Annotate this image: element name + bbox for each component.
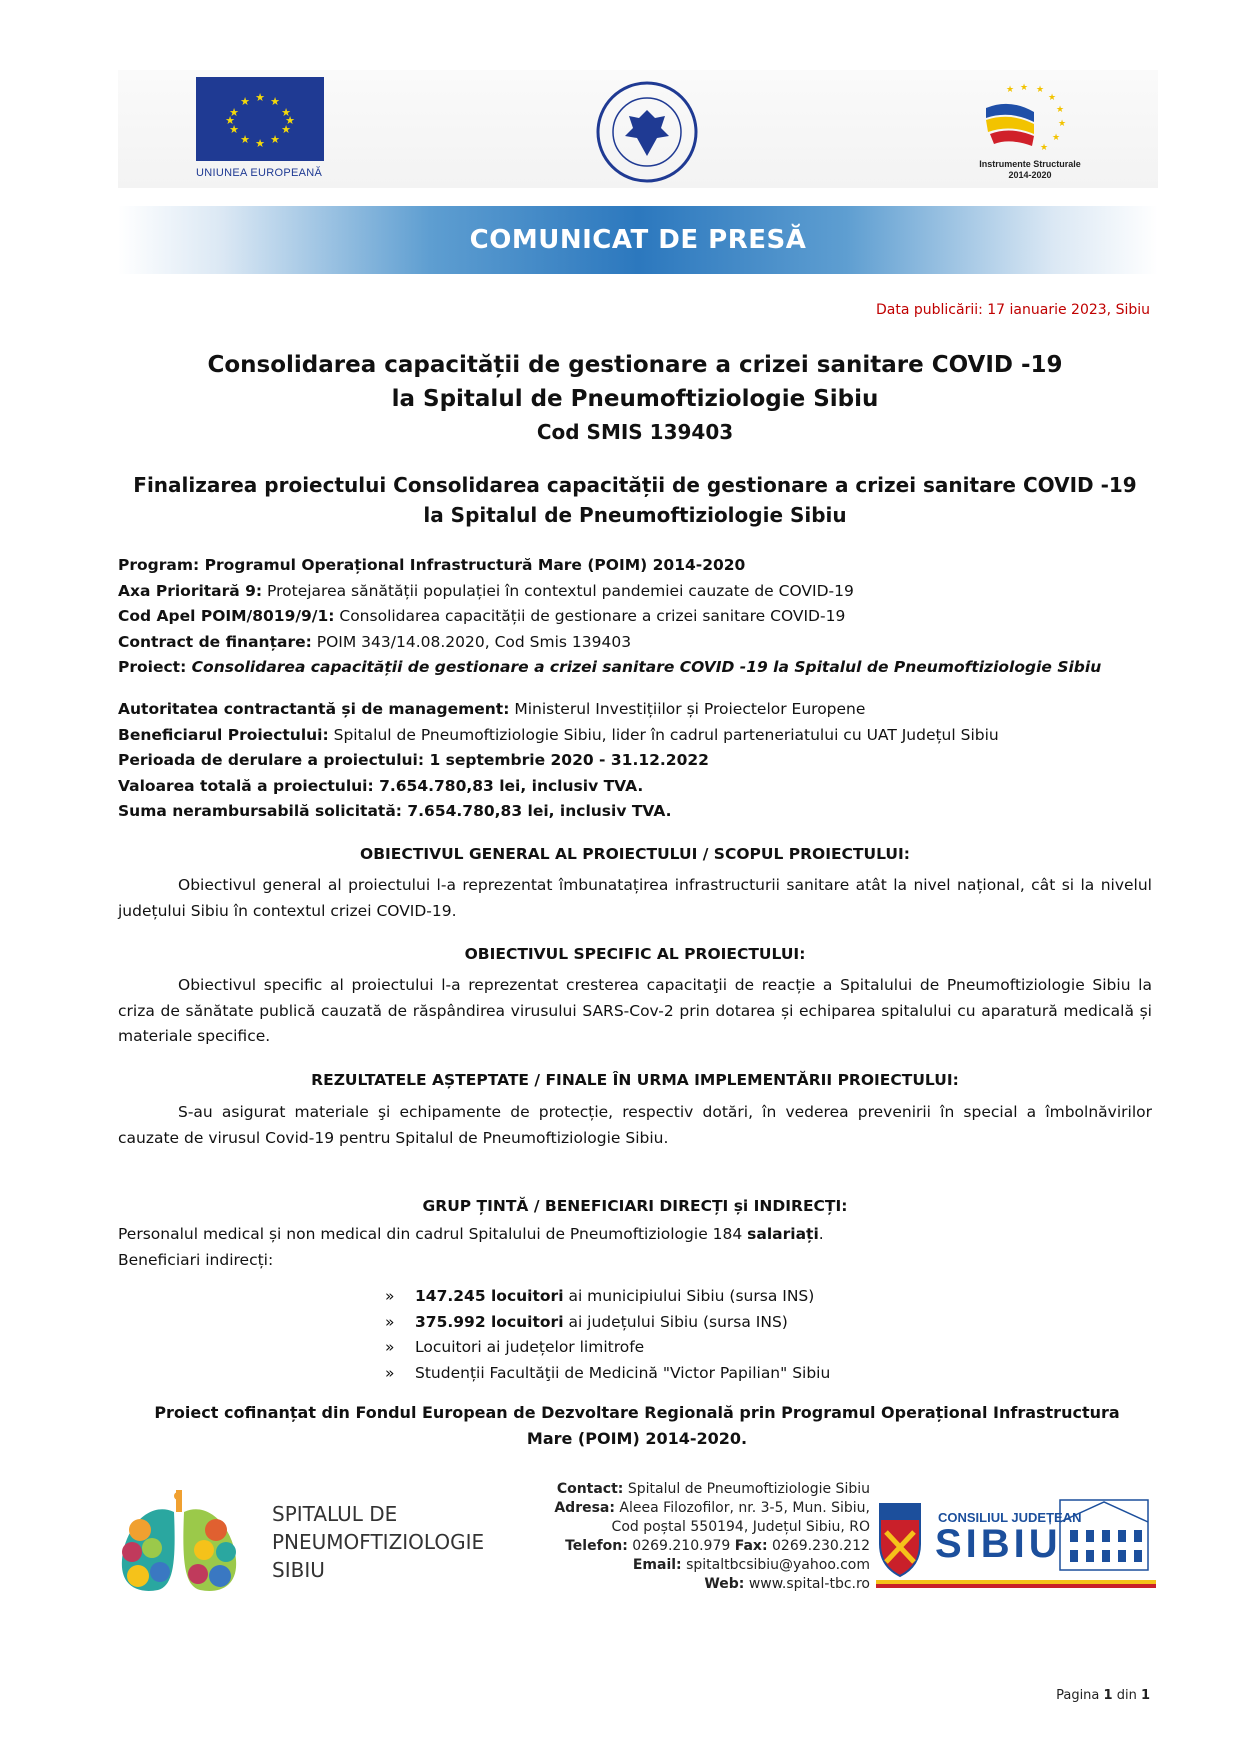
government-seal-logo (595, 80, 699, 184)
svg-text:★: ★ (229, 106, 239, 119)
document-title (118, 348, 1152, 416)
svg-text:★: ★ (281, 123, 291, 136)
list-item (385, 1361, 830, 1387)
hospital-line2: PNEUMOFTIZIOLOGIE (272, 1530, 485, 1554)
email-value[interactable]: spitaltbcsibiu@yahoo.com (681, 1557, 870, 1573)
contact-value: Spitalul de Pneumoftiziologie Sibiu (623, 1481, 870, 1497)
svg-text:★: ★ (1006, 85, 1015, 95)
bullet-bold: 147.245 locuitori (415, 1287, 564, 1305)
proiect-value: Consolidarea capacității de gestionare a crizei sanitare COVID -19 la Spitalul de Pneumoftiziologie Sibiu (186, 658, 1102, 676)
suma-line: Suma nerambursabilă solicitată: 7.654.780,83 lei, inclusiv TVA. (118, 802, 672, 820)
svg-text:★: ★ (1020, 83, 1029, 93)
svg-text:★: ★ (1048, 93, 1057, 103)
valoare-line: Valoarea totală a proiectului: 7.654.780,83 lei, inclusiv TVA. (118, 776, 644, 795)
title-line1: Consolidarea capacității de gestionare a crizei sanitare COVID -19 (207, 352, 1063, 378)
target-group-text (118, 1222, 1158, 1273)
page-current: 1 (1103, 1688, 1113, 1703)
adresa-value: Aleea Filozofilor, nr. 3-5, Mun. Sibiu, (614, 1500, 870, 1516)
contact-label: Contact: (556, 1481, 624, 1497)
axa-label: Axa Prioritară 9: (118, 581, 263, 600)
bullet-mark: » (385, 1338, 395, 1356)
bullet-text: ai județului Sibiu (sursa INS) (563, 1312, 788, 1331)
specific-objective-heading: OBIECTIVUL SPECIFIC AL PROIECTULUI: (464, 945, 806, 963)
grup-text-b: salariați (747, 1225, 819, 1243)
contract-value: POIM 343/14.08.2020, Cod Smis 139403 (311, 632, 632, 651)
axa-value: Protejarea sănătății populației în contextul pandemiei cauzate de COVID-19 (262, 581, 854, 600)
bullet-mark: » (385, 1287, 395, 1305)
grup-text-c: . (818, 1225, 824, 1243)
svg-text:★: ★ (1036, 85, 1045, 95)
svg-text:★: ★ (1058, 119, 1067, 129)
list-item (385, 1284, 830, 1310)
is-label-line2: 2014-2020 (1008, 170, 1052, 180)
hospital-lungs-logo (118, 1490, 240, 1598)
beneficiar-label: Beneficiarul Proiectului: (118, 725, 329, 744)
eu-flag-logo (196, 77, 324, 161)
adresa-label: Adresa: (554, 1500, 615, 1516)
document-subtitle: Finalizarea proiectului Consolidarea capacității de gestionare a crizei sanitare COVID -19 la Spitalul de Pneumoftiziologie Sibiu (133, 473, 1137, 527)
proiect-label: Proiect: (118, 658, 187, 676)
page-total: 1 (1140, 1688, 1150, 1703)
indirect-beneficiaries-label: Beneficiari indirecți: (118, 1250, 274, 1269)
structural-instruments-logo (980, 78, 1072, 158)
management-details (118, 697, 1158, 825)
contact-block (470, 1480, 870, 1594)
svg-text:★: ★ (285, 114, 295, 127)
page-label: Pagina (1056, 1688, 1104, 1703)
autoritate-value: Ministerul Investițiilor și Proiectelor Europene (509, 700, 866, 718)
page-number (1056, 1688, 1150, 1703)
bullet-bold: 375.992 locuitori (415, 1312, 564, 1331)
grup-text-a: Personalul medical și non medical din cadrul Spitalului de Pneumoftiziologie 184 (118, 1225, 748, 1243)
svg-text:★: ★ (270, 95, 280, 108)
adresa-line2: Cod poștal 550194, Județul Sibiu, RO (611, 1519, 870, 1535)
bullet-mark: » (385, 1312, 395, 1331)
title-line2: la Spitalul de Pneumoftiziologie Sibiu (391, 386, 879, 412)
general-objective-heading: OBIECTIVUL GENERAL AL PROIECTULUI / SCOPUL PROIECTULUI: (360, 845, 910, 863)
svg-text:★: ★ (229, 123, 239, 136)
eu-label: UNIUNEA EUROPEANĂ (196, 167, 323, 179)
web-label: Web: (704, 1576, 745, 1592)
beneficiar-value: Spitalul de Pneumoftiziologie Sibiu, lider în cadrul parteneriatului cu UAT Județul Sibiu (328, 725, 999, 744)
list-item (385, 1335, 830, 1361)
project-details (118, 553, 1158, 681)
cofinancing-statement: Proiect cofinanțat din Fondul European de Dezvoltare Regională prin Programul Operațional Infrastructura Mare (POIM) 2014-2020. (154, 1403, 1120, 1448)
svg-text:★: ★ (240, 133, 250, 146)
smis-code: Cod SMIS 139403 (536, 420, 734, 444)
is-label-line1: Instrumente Structurale (979, 159, 1081, 169)
cod-apel-value: Consolidarea capacității de gestionare a crizei sanitare COVID-19 (334, 607, 846, 625)
indirect-beneficiaries-list (385, 1284, 830, 1386)
perioada-line: Perioada de derulare a proiectului: 1 septembrie 2020 - 31.12.2022 (118, 751, 709, 769)
structural-instruments-label (955, 159, 1105, 181)
svg-text:★: ★ (225, 114, 235, 127)
list-item (385, 1310, 830, 1336)
cod-apel-label: Cod Apel POIM/8019/9/1: (118, 607, 335, 625)
county-council-name: SIBIU (935, 1522, 1062, 1566)
hospital-name (272, 1500, 484, 1584)
results-heading: REZULTATELE AȘTEPTATE / FINALE ÎN URMA IMPLEMENTĂRII PROIECTULUI: (311, 1071, 959, 1089)
target-group-heading: GRUP ȚINTĂ / BENEFICIARI DIRECȚI și INDIRECȚI: (422, 1197, 848, 1215)
svg-text:★: ★ (255, 137, 265, 150)
svg-text:★: ★ (281, 106, 291, 119)
email-label: Email: (632, 1557, 682, 1573)
hospital-line1: SPITALUL DE (272, 1502, 398, 1526)
publication-date: Data publicării: 17 ianuarie 2023, Sibiu (875, 302, 1150, 318)
specific-objective-text: Obiectivul specific al proiectului l-a reprezentat cresterea capacitaţii de reacție a Spitalului de Pneumoftiziologie Sibiu la criza de sănătate publică cauzată de răspândirea virusului SARS-Cov-2 prin dotarea și echiparea spitalului cu aparatură medicală și materiale specifice. (118, 976, 1152, 1045)
results-text: S-au asigurat materiale şi echipamente de protecție, respectiv dotări, în vederea prevenirii în special a îmbolnăvirilor cauzate de virusul Covid-19 pentru Spitalul de Pneumoftiziologie Sibiu. (118, 1103, 1152, 1147)
page-sep: din (1112, 1688, 1141, 1703)
telefon-label: Telefon: (565, 1538, 628, 1554)
contract-label: Contract de finanțare: (118, 632, 312, 651)
svg-text:★: ★ (270, 133, 280, 146)
program-line: Program: Programul Operațional Infrastructură Mare (POIM) 2014-2020 (118, 556, 746, 574)
hospital-line3: SIBIU (272, 1558, 325, 1582)
banner-title: COMUNICAT DE PRESĂ (469, 225, 807, 255)
bullet-text: Studenții Facultăţii de Medicină "Victor Papilian" Sibiu (415, 1363, 831, 1382)
svg-text:★: ★ (240, 95, 250, 108)
fax-label: Fax: (734, 1538, 768, 1554)
svg-text:★: ★ (1052, 133, 1061, 143)
svg-text:★: ★ (255, 91, 265, 104)
bullet-text: ai municipiului Sibiu (sursa INS) (563, 1287, 815, 1305)
fax-value: 0269.230.212 (767, 1538, 870, 1554)
general-objective-text: Obiectivul general al proiectului l-a reprezentat îmbunatațirea infrastructurii sanitare atât la nivel național, cât si la nivelul județului Sibiu în contextul crizei COVID-19. (118, 876, 1152, 920)
county-council-label: CONSILIUL JUDEȚEAN (938, 1510, 1082, 1525)
bullet-mark: » (385, 1363, 395, 1382)
telefon-value: 0269.210.979 (627, 1538, 735, 1554)
svg-text:★: ★ (1056, 105, 1065, 115)
web-value[interactable]: www.spital-tbc.ro (744, 1576, 870, 1592)
bullet-text: Locuitori ai județelor limitrofe (415, 1338, 645, 1356)
autoritate-label: Autoritatea contractantă și de management: (118, 700, 510, 718)
svg-text:★: ★ (1040, 143, 1049, 153)
